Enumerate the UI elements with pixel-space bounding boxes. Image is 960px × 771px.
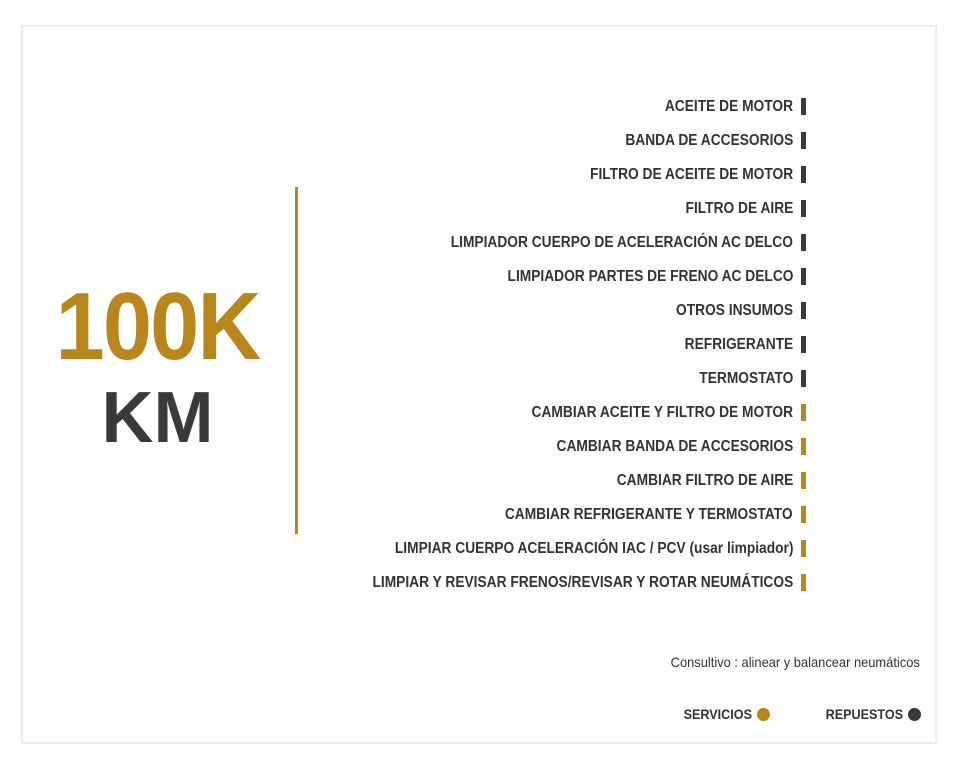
list-item [304,300,806,334]
legend-repuestos [817,706,921,722]
servicios-marker [801,438,806,455]
item-label: CAMBIAR FILTRO DE AIRE [616,472,793,489]
advisory-note: Consultivo : alinear y balancear neumáticos [670,654,920,670]
servicios-marker [801,574,806,591]
repuestos-marker [801,200,806,217]
list-item [304,232,806,266]
list-item [304,538,806,572]
repuestos-marker [801,166,806,183]
legend-servicios-label: SERVICIOS [683,706,752,722]
servicios-marker [801,472,806,489]
servicios-dot-icon [757,708,770,721]
list-item [304,198,806,232]
divider [295,187,298,534]
list-item [304,504,806,538]
item-label: BANDA DE ACCESORIOS [625,132,793,149]
item-label: LIMPIADOR PARTES DE FRENO AC DELCO [507,268,793,285]
repuestos-marker [801,302,806,319]
mileage-value: 100K [55,273,260,380]
list-item [304,164,806,198]
mileage-unit: KM [101,378,214,458]
item-label: ACEITE DE MOTOR [664,98,793,115]
repuestos-marker [801,132,806,149]
list-item [304,334,806,368]
maintenance-list [304,96,806,606]
list-item [304,436,806,470]
list-item [304,130,806,164]
item-label: LIMPIAR Y REVISAR FRENOS/REVISAR Y ROTAR NEUMÁTICOS [372,574,793,591]
list-item [304,572,806,606]
legend-repuestos-label: REPUESTOS [825,706,903,722]
servicios-marker [801,404,806,421]
list-item [304,470,806,504]
item-label: FILTRO DE ACEITE DE MOTOR [589,166,793,183]
item-label: TERMOSTATO [698,370,793,387]
servicios-marker [801,540,806,557]
repuestos-marker [801,268,806,285]
list-item [304,402,806,436]
item-label: OTROS INSUMOS [676,302,793,319]
list-item [304,266,806,300]
list-item [304,96,806,130]
item-label: CAMBIAR BANDA DE ACCESORIOS [556,438,793,455]
repuestos-marker [801,370,806,387]
list-item [304,368,806,402]
repuestos-marker [801,336,806,353]
item-label: CAMBIAR REFRIGERANTE Y TERMOSTATO [505,506,793,523]
item-label: LIMPIAR CUERPO ACELERACIÓN IAC / PCV (usar limpiador) [394,540,793,557]
repuestos-marker [801,98,806,115]
servicios-marker [801,506,806,523]
item-label: FILTRO DE AIRE [685,200,793,217]
item-label: CAMBIAR ACEITE Y FILTRO DE MOTOR [531,404,793,421]
item-label: REFRIGERANTE [684,336,793,353]
item-label: LIMPIADOR CUERPO DE ACELERACIÓN AC DELCO [450,234,793,251]
repuestos-dot-icon [908,708,921,721]
legend-servicios [676,706,770,722]
repuestos-marker [801,234,806,251]
